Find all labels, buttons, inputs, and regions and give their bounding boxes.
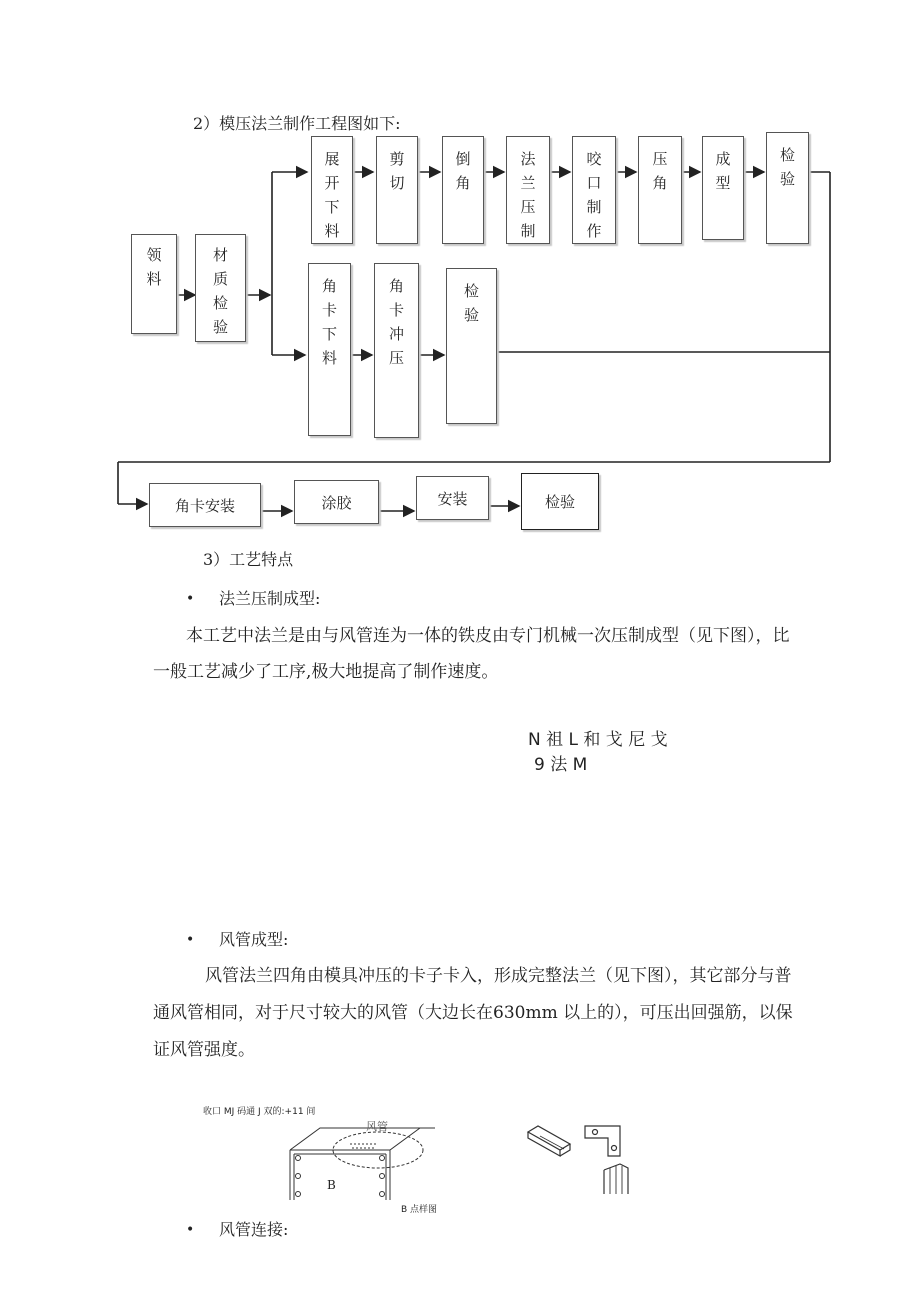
- flow-box-collect-material: [131, 234, 177, 334]
- flow-box-label: 倒角: [455, 150, 471, 192]
- flow-box-label: 领料: [146, 246, 162, 288]
- bullet-dot: •: [186, 1222, 195, 1238]
- flow-box-label: 角卡下料: [321, 277, 337, 367]
- flow-box-material-inspection: [195, 234, 246, 342]
- figure-2-caption-bottom: B 点样图: [401, 1205, 438, 1215]
- flow-box-chamfer: [442, 136, 484, 244]
- flow-box-flange-press: [506, 136, 550, 244]
- flow-box-corner-press: [638, 136, 682, 244]
- bullet-2-paragraph-line-1: 风管法兰四角由模具冲压的卡子卡入，形成完整法兰（见下图），其它部分与普: [205, 966, 792, 986]
- section-3-title: 3）工艺特点: [203, 550, 294, 569]
- figure-1-text-line-1: N 祖 L 和 戈 尼 戈: [528, 730, 668, 750]
- flow-box-shear: [376, 136, 418, 244]
- flow-box-label: 咬口制作: [586, 150, 602, 240]
- flow-box-inspection-final: [521, 473, 599, 530]
- figure-2-caption-top: 收口 MJ 码通 J 双的:+11 间: [203, 1107, 316, 1117]
- flow-box-inspection-middle: [446, 268, 497, 424]
- flow-box-inspection-top: [766, 132, 809, 244]
- flow-box-label: 压角: [652, 150, 668, 192]
- flow-box-clip-cutting: [308, 263, 351, 436]
- flow-box-label: 角卡冲压: [388, 277, 404, 367]
- flow-box-seam-making: [572, 136, 616, 244]
- flow-box-label: 检验: [779, 146, 795, 188]
- flow-box-label: 检验: [463, 282, 479, 324]
- flow-box-unfold-cut: [311, 136, 353, 244]
- bullet-3-title: 风管连接:: [219, 1220, 289, 1239]
- flow-box-label: 展开下料: [324, 150, 340, 240]
- figure-1-text-line-2: 9 法 M: [534, 755, 588, 775]
- bullet-dot: •: [186, 591, 195, 607]
- flow-box-label: 检验: [544, 493, 575, 511]
- flow-box-label: 材质检验: [212, 246, 228, 336]
- bullet-dot: •: [186, 932, 195, 948]
- figure-2-b-label: B: [327, 1178, 336, 1192]
- bullet-1-paragraph-line-1: 本工艺中法兰是由与风管连为一体的铁皮由专门机械一次压制成型（见下图），比: [186, 626, 790, 646]
- section-2-title: 2）模压法兰制作工程图如下:: [193, 114, 401, 133]
- flow-box-label: 涂胶: [321, 493, 352, 512]
- bullet-2-paragraph-line-2: 通风管相同，对于尺寸较大的风管（大边长在630mm 以上的），可压出回强筋，以保: [153, 1003, 793, 1023]
- bullet-2-paragraph-line-3: 证风管强度。: [153, 1040, 255, 1060]
- bullet-1-paragraph-line-2: 一般工艺减少了工序,极大地提高了制作速度。: [153, 662, 499, 682]
- duct-corner-drawing: [280, 1110, 440, 1202]
- figure-2-duct-label: 风管: [366, 1120, 388, 1133]
- flow-box-label: 成型: [715, 150, 731, 192]
- flow-box-install: [416, 476, 489, 520]
- corner-clip-drawing: [520, 1112, 640, 1198]
- flow-box-clip-install: [149, 483, 261, 527]
- flow-box-clip-stamping: [374, 263, 419, 438]
- flow-box-label: 剪切: [389, 150, 405, 192]
- bullet-1-title: 法兰压制成型:: [219, 589, 321, 608]
- flow-box-forming: [702, 136, 744, 240]
- flow-box-label: 法兰压制: [520, 150, 536, 240]
- flow-box-label: 角卡安装: [174, 496, 235, 515]
- bullet-2-title: 风管成型:: [219, 930, 289, 949]
- flow-box-label: 安装: [437, 489, 468, 508]
- flow-box-glue: [294, 480, 379, 524]
